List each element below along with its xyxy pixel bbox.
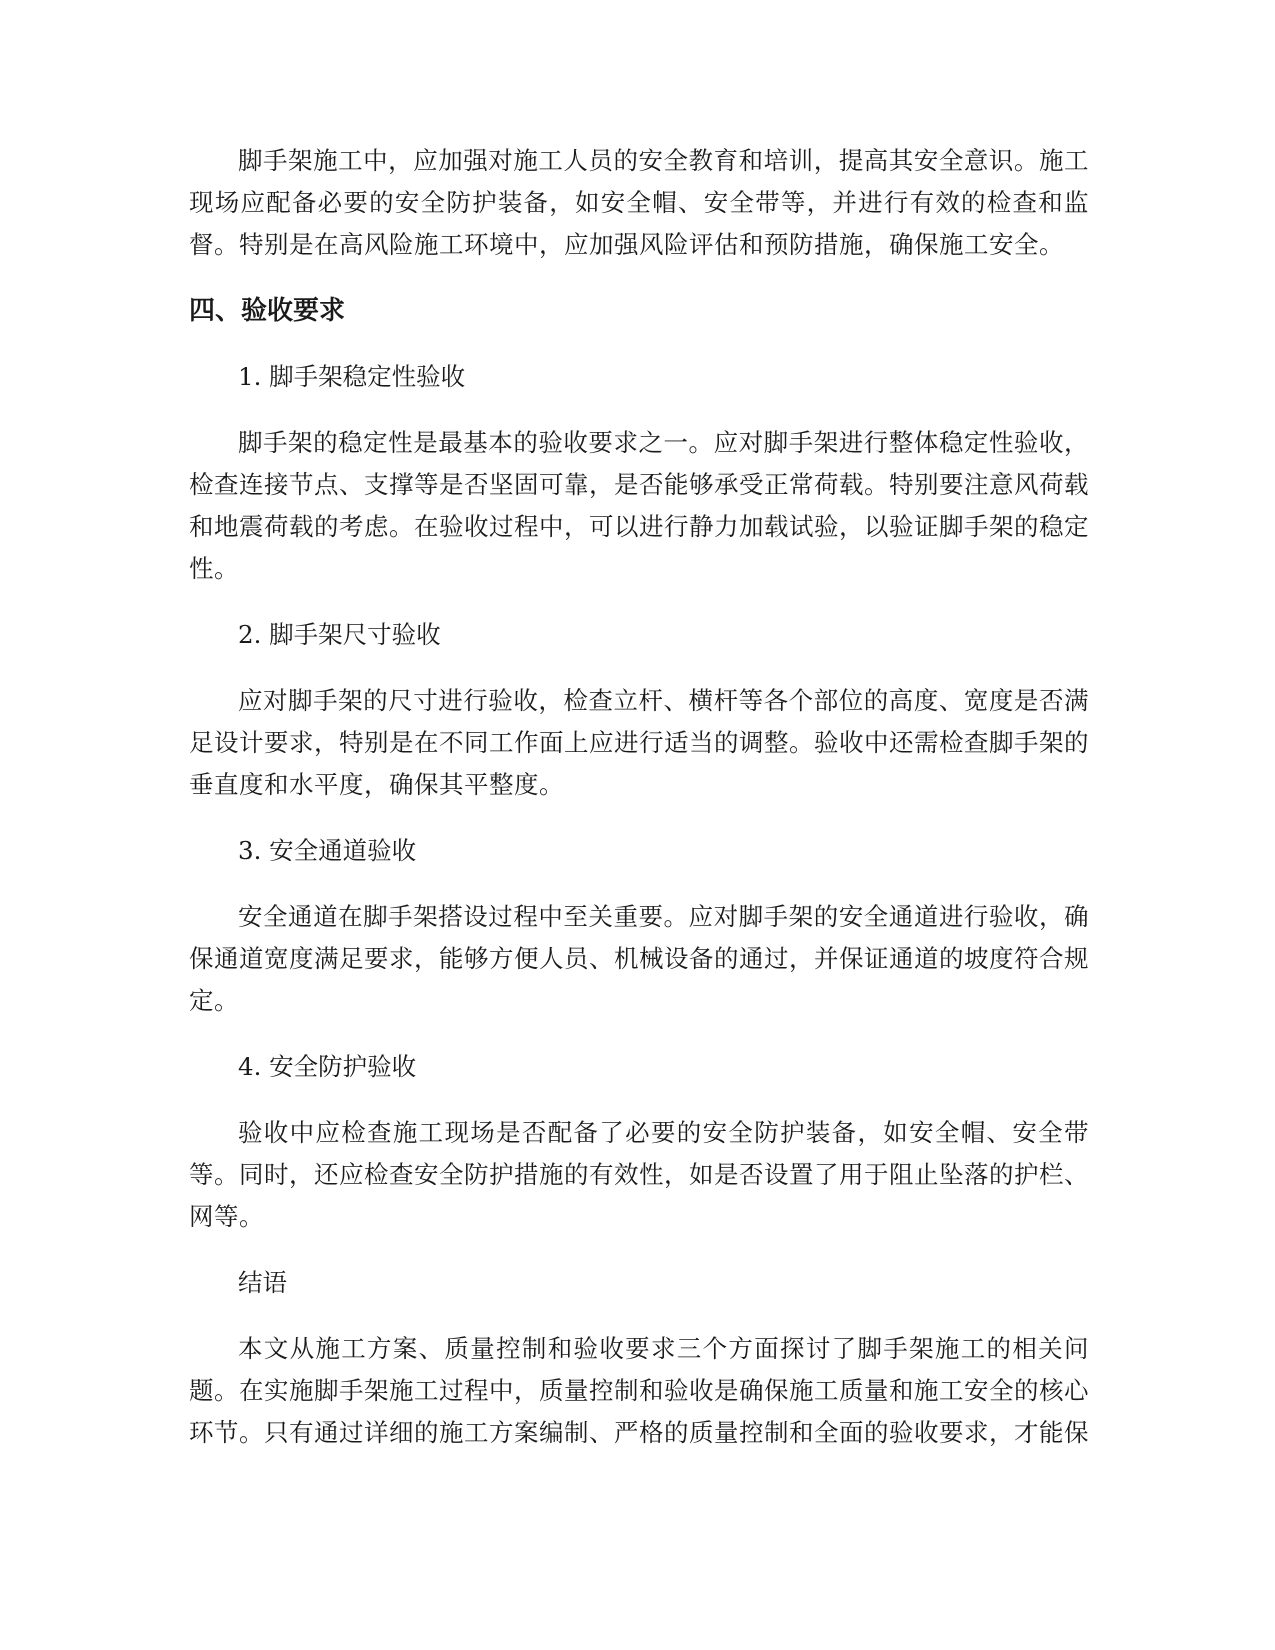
paragraph-dimensions: 应对脚手架的尺寸进行验收，检查立杆、横杆等各个部位的高度、宽度是否满足设计要求，特别是在不同工作面上应进行适当的调整。验收中还需检查脚手架的垂直度和水平度，确保其平整度。 [189, 686, 1089, 799]
subheading-conclusion: 结语 [238, 1268, 287, 1297]
paragraph-conclusion: 本文从施工方案、质量控制和验收要求三个方面探讨了脚手架施工的相关问题。在实施脚手架施工过程中，质量控制和验收是确保施工质量和施工安全的核心环节。只有通过详细的施工方案编制、严格的质量控制和全面的验收要求，才能保 [189, 1334, 1089, 1447]
intro-paragraph: 脚手架施工中，应加强对施工人员的安全教育和培训，提高其安全意识。施工现场应配备必要的安全防护装备，如安全帽、安全带等，并进行有效的检查和监督。特别是在高风险施工环境中，应加强风险评估和预防措施，确保施工安全。 [189, 146, 1089, 259]
paragraph-stability: 脚手架的稳定性是最基本的验收要求之一。应对脚手架进行整体稳定性验收，检查连接节点、支撑等是否坚固可靠，是否能够承受正常荷载。特别要注意风荷载和地震荷载的考虑。在验收过程中，可以进行静力加载试验，以验证脚手架的稳定性。 [189, 428, 1089, 583]
paragraph-safety-passage: 安全通道在脚手架搭设过程中至关重要。应对脚手架的安全通道进行验收，确保通道宽度满足要求，能够方便人员、机械设备的通过，并保证通道的坡度符合规定。 [189, 902, 1089, 1015]
document-page [189, 140, 1089, 1478]
subheading-safety-protection: 4. 安全防护验收 [238, 1052, 417, 1081]
paragraph-safety-protection: 验收中应检查施工现场是否配备了必要的安全防护装备，如安全帽、安全带等。同时，还应检查安全防护措施的有效性，如是否设置了用于阻止坠落的护栏、网等。 [189, 1118, 1089, 1231]
subheading-safety-passage: 3. 安全通道验收 [238, 836, 417, 865]
subheading-dimensions: 2. 脚手架尺寸验收 [238, 620, 441, 649]
subheading-stability: 1. 脚手架稳定性验收 [238, 362, 466, 391]
section-heading-acceptance: 四、验收要求 [189, 296, 346, 326]
